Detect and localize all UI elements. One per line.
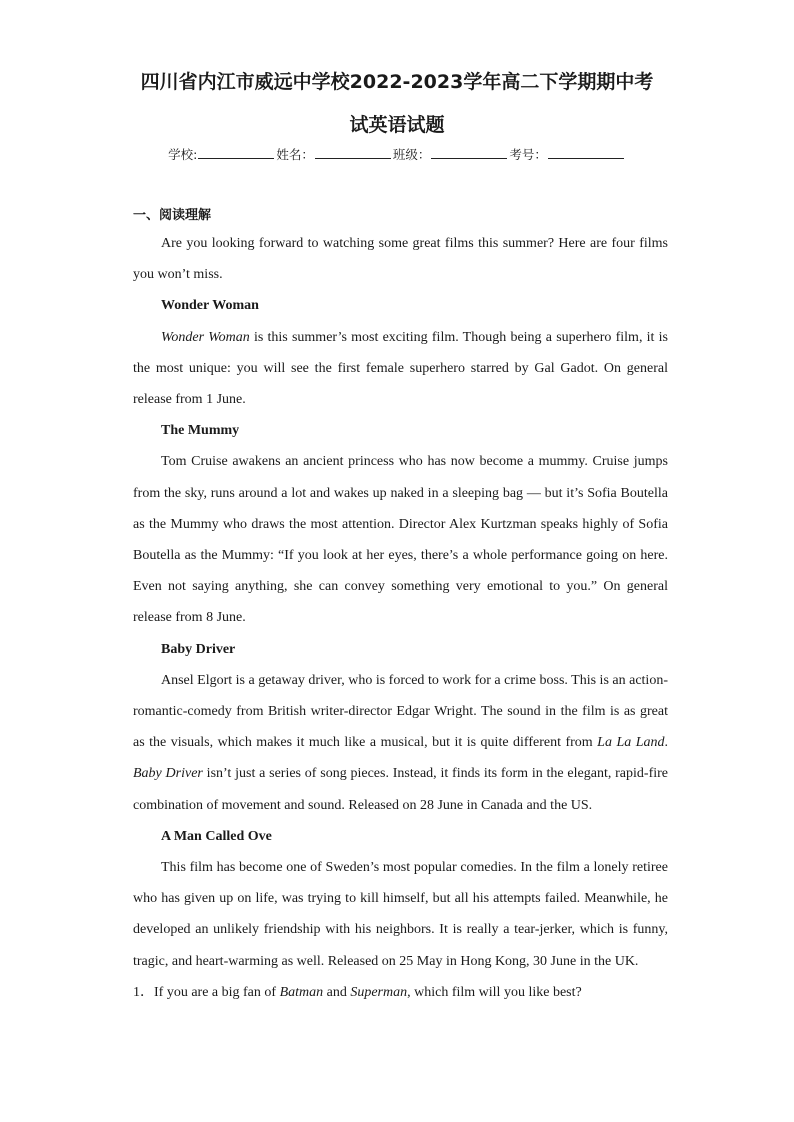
film-text: . — [664, 735, 668, 751]
film-heading: The Mummy — [161, 423, 240, 439]
film-text: isn’t just a series of song pieces. Instead, it finds its form in the elegant, rapid-fire combination of movement and sound. Released on 28 June in Canada and the US. — [133, 766, 668, 813]
number-label: 考号： — [509, 147, 547, 162]
film-paragraph: Tom Cruise awakens an ancient princess who has now become a mummy. Cruise jumps from the sky, runs around a lot and wakes up naked in a sleeping bag — but it’s Sofia Boutella as the Mummy who draws the most attention. Director Alex Kurtzman speaks highly of Sofia Boutella as the Mummy: “If you look at her eyes, there’s a whole performance going on here. Even not saying anything, she can convey something very emotional to you.” On general release from 8 June. — [133, 454, 668, 626]
question-number: 1． — [133, 984, 154, 1000]
student-info-line — [0, 146, 794, 164]
film-text: is this summer’s most exciting film. Though being a superhero film, it is the most unique: you will see the first female superhero starred by Gal Gadot. On general release from 1 June. — [133, 329, 668, 408]
film-title-italic: Wonder Woman — [161, 329, 250, 345]
question-1 — [133, 977, 668, 1008]
class-label: 班级： — [392, 147, 431, 162]
film-paragraph — [133, 665, 668, 821]
question-text: and — [323, 984, 351, 1000]
question-text: If you are a big fan of — [154, 984, 280, 1000]
film-paragraph: This film has become one of Sweden’s most popular comedies. In the film a lonely retiree who has given up on life, was trying to kill himself, but all his attempts failed. Meanwhile, he developed an unlikely friendship with his neighbors. It is really a tear-jerker, which is funny, tragic, and heart-warming as well. Released on 25 May in Hong Kong, 30 June in the UK. — [133, 860, 668, 969]
intro-paragraph: Are you looking forward to watching some great films this summer? Here are four films you won’t miss. — [133, 236, 668, 283]
exam-title-line1: 四川省内江市威远中学校2022-2023学年高二下学期期中考 — [140, 71, 654, 93]
film-heading: Wonder Woman — [161, 298, 259, 314]
name-label: 姓名： — [276, 147, 314, 162]
film-heading: Baby Driver — [161, 641, 236, 657]
question-italic: Superman — [350, 984, 408, 1000]
film-text: Ansel Elgort is a getaway driver, who is forced to work for a crime boss. This is an action-romantic-comedy from British writer-director Edgar Wright. The sound in the film is as great as the visuals, which makes it much like a musical, but it is quite different from — [133, 672, 668, 751]
section-heading: 一、阅读理解 — [133, 208, 212, 223]
film-paragraph — [133, 322, 668, 416]
class-blank[interactable] — [431, 146, 507, 159]
school-label: 学校: — [168, 147, 198, 162]
film-title-italic: Baby Driver — [133, 766, 203, 782]
film-title-italic: La La Land — [597, 735, 665, 751]
exam-title-line2: 试英语试题 — [349, 114, 445, 136]
question-italic: Batman — [279, 984, 324, 1000]
name-blank[interactable] — [315, 146, 391, 159]
school-blank[interactable] — [198, 146, 274, 159]
film-heading: A Man Called Ove — [161, 828, 272, 844]
number-blank[interactable] — [548, 146, 624, 159]
reading-passage — [133, 228, 668, 1008]
question-text: , which film will you like best? — [407, 984, 582, 1000]
